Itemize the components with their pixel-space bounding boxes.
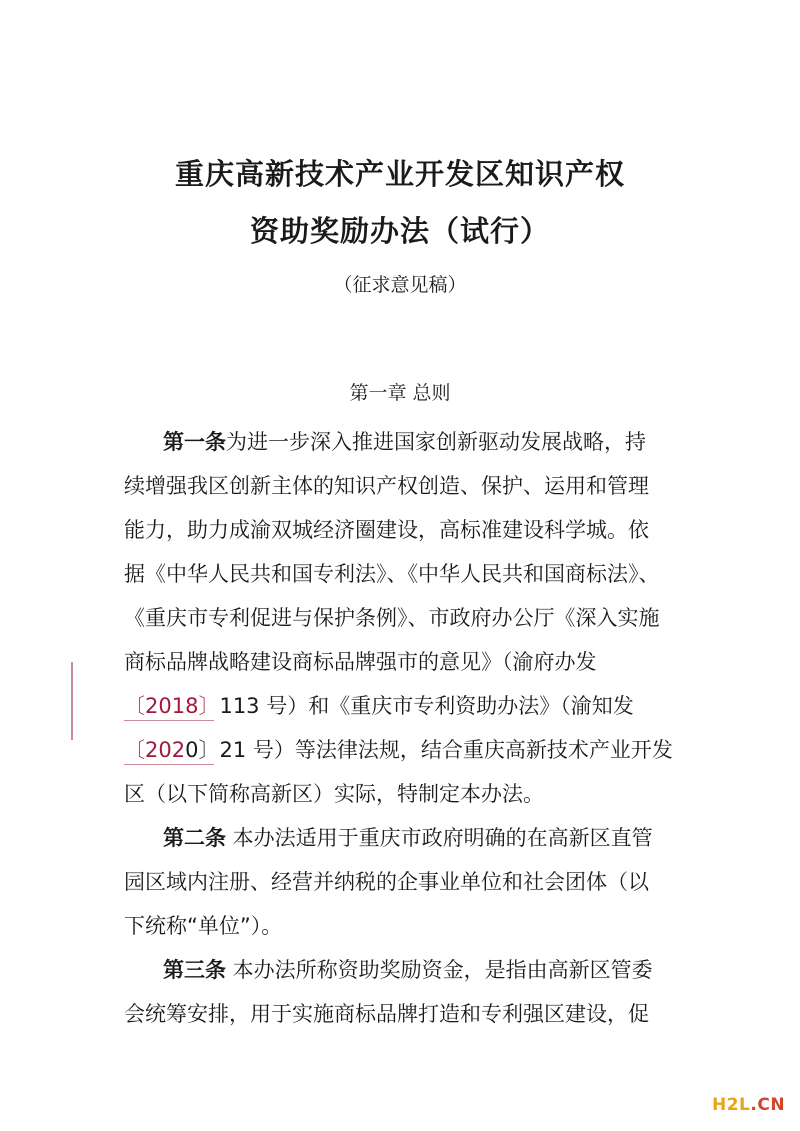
article-1-line: 商标品牌战略建设商标品牌强市的意见》（渝府办发 — [124, 650, 597, 674]
revision-margin-bar — [71, 662, 73, 740]
article-1-line: 区（以下简称高新区）实际，特制定本办法。 — [124, 782, 544, 806]
tracked-change-year: 〔2018〕 — [124, 694, 220, 718]
article-2-line: 园区域内注册、经营并纳税的企事业单位和社会团体（以 — [124, 870, 649, 894]
article-2-label: 第二条 — [163, 826, 226, 850]
article-1-line: 能力，助力成渝双城经济圈建设，高标准建设科学城。依 — [124, 518, 649, 542]
article-3-label: 第三条 — [163, 958, 226, 982]
chapter-heading: 第一章 总则 — [349, 382, 451, 404]
article-2-line: 第二条 本办法适用于重庆市政府明确的在高新区直管 — [163, 826, 653, 850]
revision-underline — [124, 764, 214, 765]
article-1-line: 〔2020〕21 号）等法律法规，结合重庆高新技术产业开发 — [124, 738, 673, 762]
article-1-line: 续增强我区创新主体的知识产权创造、保护、运用和管理 — [124, 474, 649, 498]
document-title-line2: 资助奖励办法（试行） — [249, 214, 550, 248]
revision-underline — [124, 720, 214, 721]
article-1-line: 据《中华人民共和国专利法》、《中华人民共和国商标法》、 — [124, 562, 660, 586]
article-1-line: 《重庆市专利促进与保护条例》、市政府办公厅《深入实施 — [124, 606, 660, 630]
article-1-text: 为进一步深入推进国家创新驱动发展战略，持 — [226, 430, 646, 454]
article-2-line: 下统称“单位”）。 — [124, 914, 283, 938]
article-3-line: 会统筹安排，用于实施商标品牌打造和专利强区建设，促 — [124, 1002, 649, 1026]
article-1-line — [163, 422, 646, 462]
article-1-line: 〔2018〕113 号）和《重庆市专利资助办法》（渝知发 — [124, 694, 634, 718]
tracked-change-year: 〔202 — [124, 738, 186, 762]
document-subtitle: （征求意见稿） — [333, 274, 467, 296]
article-1-label: 第一条 — [163, 430, 226, 454]
document-title-line1: 重庆高新技术产业开发区知识产权 — [174, 157, 625, 191]
watermark-logo: H2L.CN — [712, 1095, 786, 1115]
article-3-line: 第三条 本办法所称资助奖励资金，是指由高新区管委 — [163, 958, 653, 982]
